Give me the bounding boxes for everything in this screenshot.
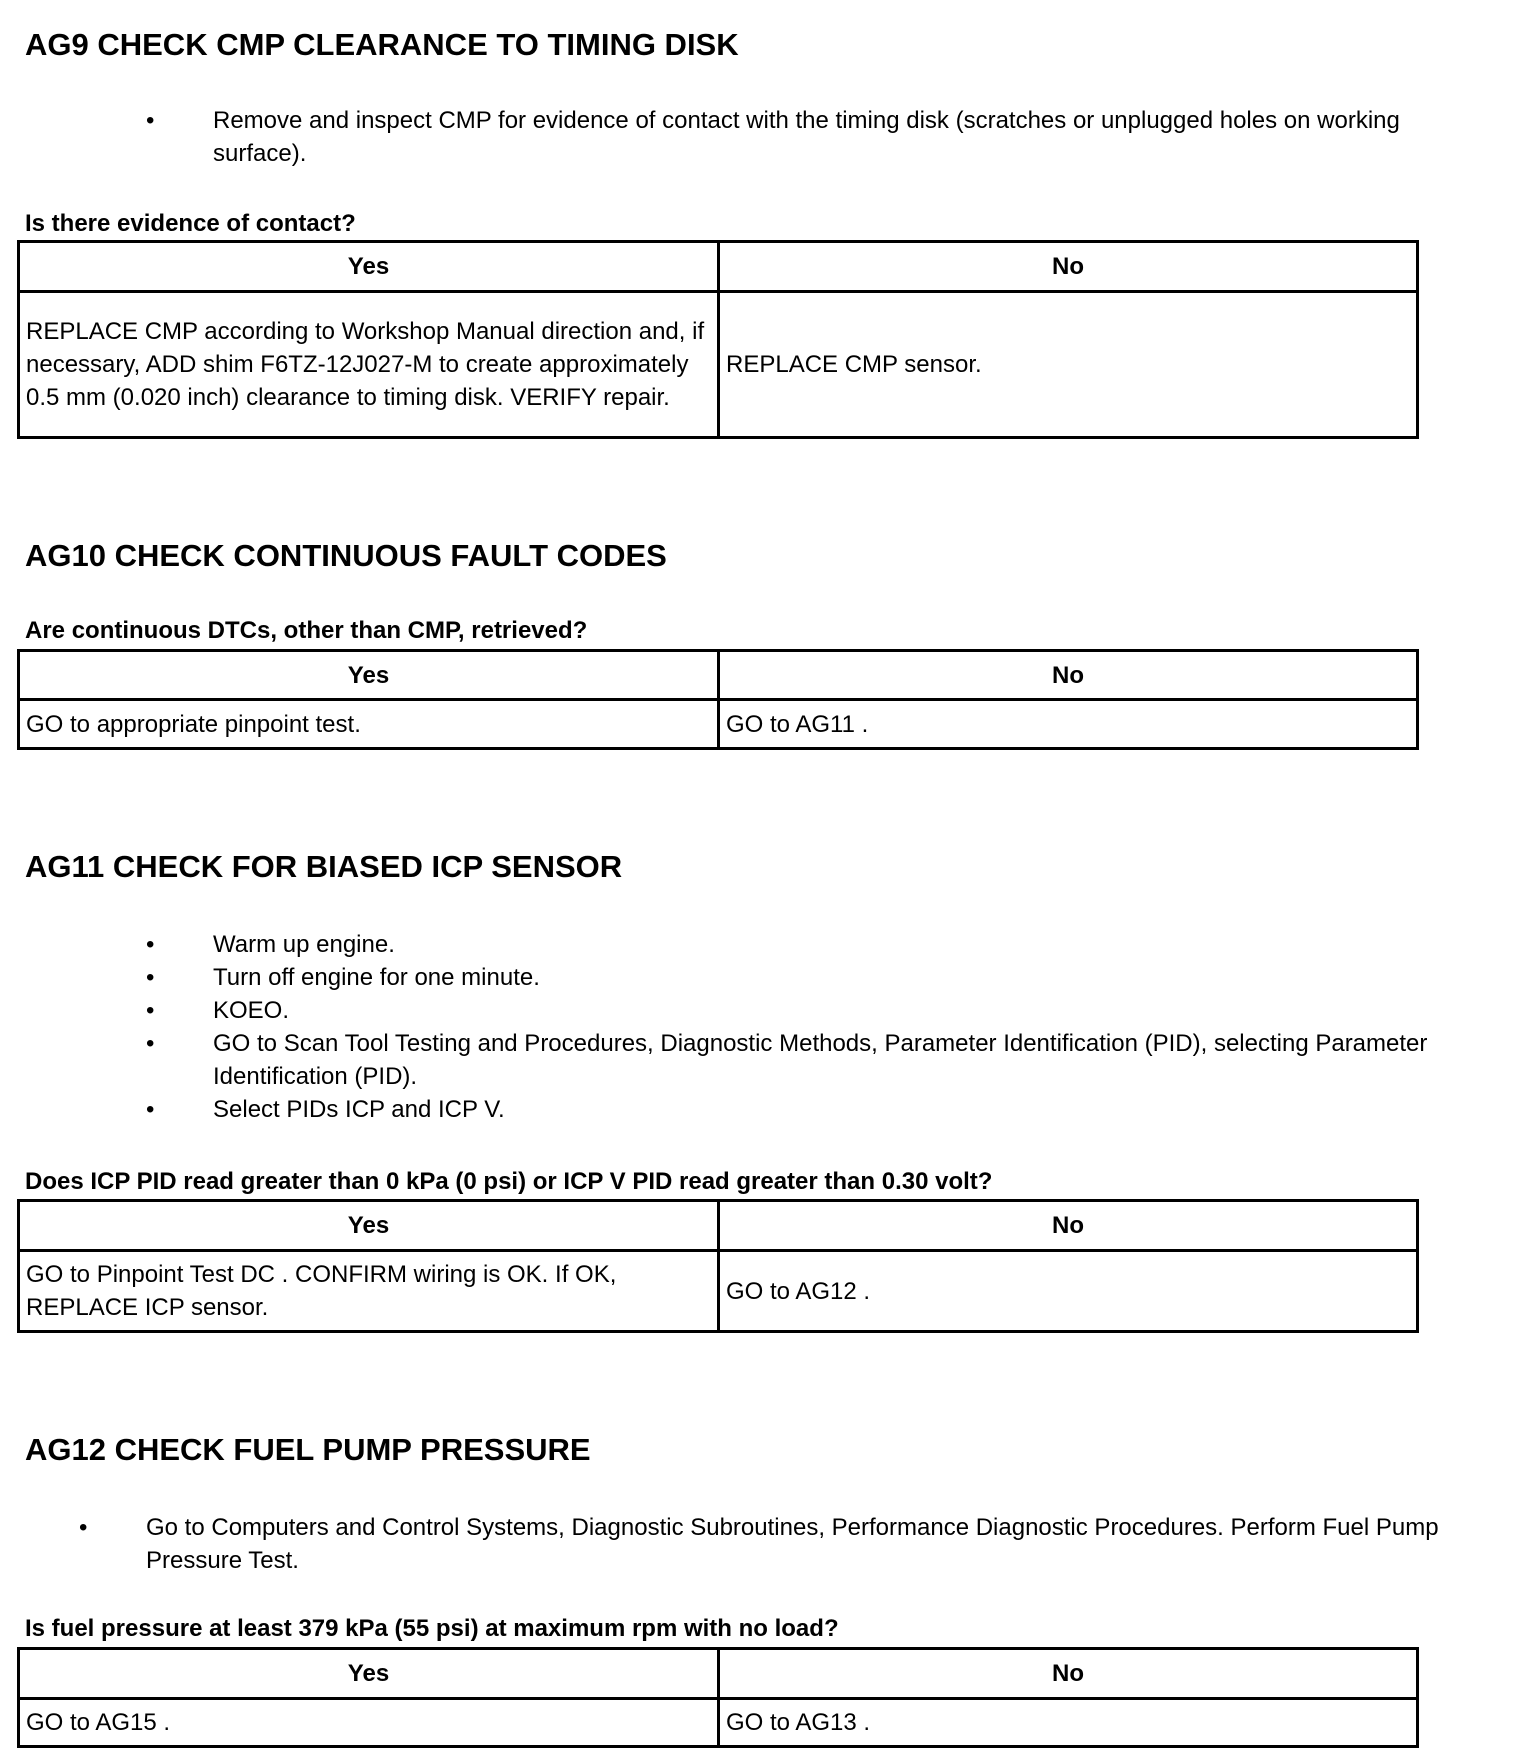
step-item: • Remove and inspect CMP for evidence of contact with the timing disk (scratches or unplugged holes on working surface). bbox=[146, 104, 1486, 170]
no-header: No bbox=[719, 651, 1418, 700]
no-action: REPLACE CMP sensor. bbox=[719, 292, 1418, 438]
yes-action: GO to Pinpoint Test DC . CONFIRM wiring is OK. If OK, REPLACE ICP sensor. bbox=[19, 1251, 719, 1332]
yes-action: REPLACE CMP according to Workshop Manual direction and, if necessary, ADD shim F6TZ-12J027-M to create approximately 0.5 mm (0.020 inch) clearance to timing disk. VERIFY repair. bbox=[19, 292, 719, 438]
section-title-ag10: AG10 CHECK CONTINUOUS FAULT CODES bbox=[25, 538, 667, 573]
section-title-ag12: AG12 CHECK FUEL PUMP PRESSURE bbox=[25, 1432, 591, 1467]
no-header: No bbox=[719, 1649, 1418, 1699]
no-action: GO to AG11 . bbox=[719, 700, 1418, 749]
no-action: GO to AG12 . bbox=[719, 1251, 1418, 1332]
question-ag10: Are continuous DTCs, other than CMP, retrieved? bbox=[25, 617, 588, 644]
steps-list-ag11 bbox=[146, 928, 1486, 1126]
yes-header: Yes bbox=[19, 1201, 719, 1251]
section-title-ag9: AG9 CHECK CMP CLEARANCE TO TIMING DISK bbox=[25, 27, 739, 62]
yes-header: Yes bbox=[19, 242, 719, 292]
question-ag12: Is fuel pressure at least 379 kPa (55 psi) at maximum rpm with no load? bbox=[25, 1615, 839, 1642]
steps-list-ag12 bbox=[79, 1511, 1499, 1577]
decision-table-ag12 bbox=[17, 1647, 1419, 1748]
yes-header: Yes bbox=[19, 1649, 719, 1699]
question-ag11: Does ICP PID read greater than 0 kPa (0 psi) or ICP V PID read greater than 0.30 volt? bbox=[25, 1168, 993, 1195]
no-header: No bbox=[719, 242, 1418, 292]
decision-table-ag11 bbox=[17, 1199, 1419, 1333]
yes-action: GO to appropriate pinpoint test. bbox=[19, 700, 719, 749]
steps-list-ag9 bbox=[146, 104, 1486, 170]
decision-table-ag10 bbox=[17, 649, 1419, 750]
step-item: • GO to Scan Tool Testing and Procedures, Diagnostic Methods, Parameter Identification (PID), selecting Parameter Identification (PID). bbox=[146, 1027, 1486, 1093]
step-item: • Go to Computers and Control Systems, Diagnostic Subroutines, Performance Diagnostic Procedures. Perform Fuel Pump Pressure Test. bbox=[79, 1511, 1499, 1577]
step-item: • KOEO. bbox=[146, 994, 1486, 1027]
no-header: No bbox=[719, 1201, 1418, 1251]
yes-header: Yes bbox=[19, 651, 719, 700]
no-action: GO to AG13 . bbox=[719, 1699, 1418, 1747]
yes-action: GO to AG15 . bbox=[19, 1699, 719, 1747]
step-item: • Select PIDs ICP and ICP V. bbox=[146, 1093, 1486, 1126]
decision-table-ag9 bbox=[17, 240, 1419, 439]
step-item: • Turn off engine for one minute. bbox=[146, 961, 1486, 994]
step-item: • Warm up engine. bbox=[146, 928, 1486, 961]
question-ag9: Is there evidence of contact? bbox=[25, 210, 356, 237]
section-title-ag11: AG11 CHECK FOR BIASED ICP SENSOR bbox=[25, 849, 623, 884]
